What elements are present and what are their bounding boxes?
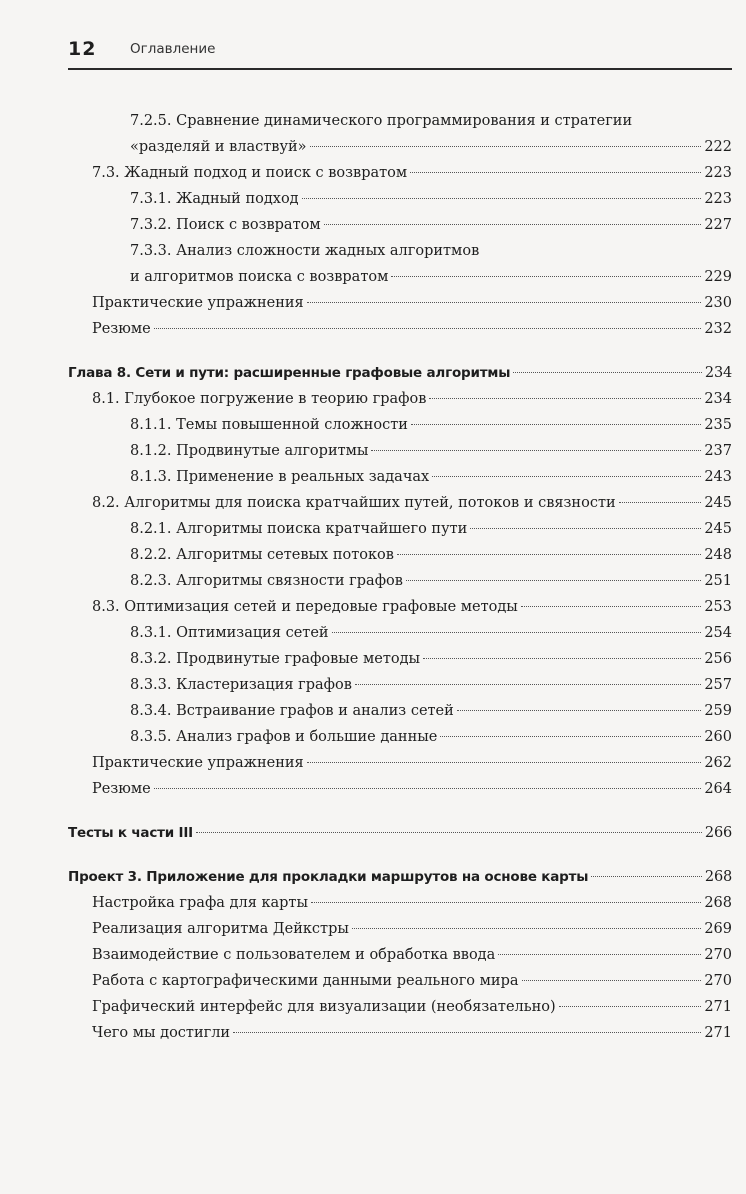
toc-entry-page: 268 bbox=[704, 869, 732, 885]
toc-entry-title: 8.3. Оптимизация сетей и передовые графовые методы bbox=[92, 599, 518, 615]
dot-leader bbox=[311, 902, 701, 903]
toc-entry[interactable] bbox=[68, 698, 732, 724]
toc-entry-title: 8.2.2. Алгоритмы сетевых потоков bbox=[130, 547, 394, 563]
dot-leader bbox=[310, 146, 702, 147]
toc-entry[interactable] bbox=[68, 212, 732, 238]
toc-entry[interactable] bbox=[68, 594, 732, 620]
toc-entry-page: 266 bbox=[704, 825, 732, 841]
toc-entry-title: 8.1.2. Продвинутые алгоритмы bbox=[130, 443, 369, 459]
toc-entry[interactable] bbox=[68, 568, 732, 594]
toc-entry-title: Взаимодействие с пользователем и обработка ввода bbox=[92, 947, 496, 963]
dot-leader bbox=[521, 606, 701, 607]
toc-entry[interactable] bbox=[68, 942, 732, 968]
toc-entry-page: 245 bbox=[704, 521, 732, 537]
toc-entry-title: Глава 8. Сети и пути: расширенные графовые алгоритмы bbox=[68, 365, 511, 381]
toc-entry[interactable] bbox=[68, 290, 732, 316]
dot-leader bbox=[619, 502, 702, 503]
toc-entry-page: 248 bbox=[704, 547, 732, 563]
toc-chapter-entry[interactable] bbox=[68, 360, 732, 386]
toc-entry-title: Настройка графа для карты bbox=[92, 895, 308, 911]
toc-entry-title: 8.1.1. Темы повышенной сложности bbox=[130, 417, 408, 433]
toc-entry-title: Практические упражнения bbox=[92, 295, 304, 311]
toc-entry-page: 237 bbox=[704, 443, 732, 459]
toc-entry-title: Работа с картографическими данными реального мира bbox=[92, 973, 519, 989]
toc-entry-title: Резюме bbox=[92, 321, 151, 337]
dot-leader bbox=[302, 198, 702, 199]
toc-entry-page: 222 bbox=[704, 139, 732, 155]
toc-entry[interactable] bbox=[68, 160, 732, 186]
toc-entry-page: 254 bbox=[704, 625, 732, 641]
toc-entry-title: 8.3.3. Кластеризация графов bbox=[130, 677, 352, 693]
toc-entry[interactable] bbox=[68, 490, 732, 516]
dot-leader bbox=[432, 476, 701, 477]
toc-entry[interactable] bbox=[68, 890, 732, 916]
toc-entry-title: «разделяй и властвуй» bbox=[130, 139, 307, 155]
dot-leader bbox=[371, 450, 701, 451]
toc-entry[interactable] bbox=[68, 412, 732, 438]
dot-leader bbox=[513, 372, 702, 373]
toc-entry[interactable] bbox=[68, 108, 732, 160]
toc-entry[interactable] bbox=[68, 238, 732, 290]
toc-entry-title: 8.3.4. Встраивание графов и анализ сетей bbox=[130, 703, 454, 719]
dot-leader bbox=[410, 172, 701, 173]
toc-entry-page: 232 bbox=[704, 321, 732, 337]
toc-entry-title: Чего мы достигли bbox=[92, 1025, 231, 1041]
dot-leader bbox=[440, 736, 701, 737]
toc-entry-title: Тесты к части III bbox=[68, 825, 193, 841]
dot-leader bbox=[332, 632, 702, 633]
toc-entry-title: 7.3.1. Жадный подход bbox=[130, 191, 299, 207]
toc-entry[interactable] bbox=[68, 438, 732, 464]
toc-entry-title: 8.3.2. Продвинутые графовые методы bbox=[130, 651, 421, 667]
running-title: Оглавление bbox=[130, 41, 216, 57]
toc-chapter-entry[interactable] bbox=[68, 864, 732, 890]
toc-entry-page: 253 bbox=[704, 599, 732, 615]
page-header bbox=[68, 38, 732, 70]
dot-leader bbox=[324, 224, 702, 225]
toc-entry[interactable] bbox=[68, 968, 732, 994]
toc-entry-title: Проект 3. Приложение для прокладки маршрутов на основе карты bbox=[68, 869, 589, 885]
toc-entry-page: 268 bbox=[704, 895, 732, 911]
table-of-contents bbox=[68, 108, 732, 1046]
toc-entry[interactable] bbox=[68, 464, 732, 490]
toc-entry-title: 8.2.1. Алгоритмы поиска кратчайшего пути bbox=[130, 521, 468, 537]
toc-entry-title: и алгоритмов поиска с возвратом bbox=[130, 269, 389, 285]
toc-entry-title: 8.3.5. Анализ графов и большие данные bbox=[130, 729, 438, 745]
toc-entry[interactable] bbox=[68, 1020, 732, 1046]
toc-entry-page: 227 bbox=[704, 217, 732, 233]
toc-entry[interactable] bbox=[68, 316, 732, 342]
dot-leader bbox=[591, 876, 702, 877]
toc-entry-page: 243 bbox=[704, 469, 732, 485]
toc-entry-page: 245 bbox=[704, 495, 732, 511]
toc-entry-title: 8.1. Глубокое погружение в теорию графов bbox=[92, 391, 427, 407]
toc-entry-page: 235 bbox=[704, 417, 732, 433]
dot-leader bbox=[522, 980, 702, 981]
toc-entry-page: 251 bbox=[704, 573, 732, 589]
toc-entry-title: 8.3.1. Оптимизация сетей bbox=[130, 625, 329, 641]
dot-leader bbox=[196, 832, 702, 833]
toc-entry-title: 7.3.2. Поиск с возвратом bbox=[130, 217, 321, 233]
toc-entry[interactable] bbox=[68, 646, 732, 672]
toc-entry-page: 229 bbox=[704, 269, 732, 285]
dot-leader bbox=[423, 658, 701, 659]
toc-entry[interactable] bbox=[68, 620, 732, 646]
dot-leader bbox=[154, 788, 702, 789]
toc-entry-page: 269 bbox=[704, 921, 732, 937]
toc-entry-page: 271 bbox=[704, 1025, 732, 1041]
dot-leader bbox=[406, 580, 701, 581]
toc-entry-page: 259 bbox=[704, 703, 732, 719]
dot-leader bbox=[470, 528, 701, 529]
toc-entry-title-line1: 7.2.5. Сравнение динамического программирования и стратегии bbox=[130, 113, 633, 129]
dot-leader bbox=[391, 276, 701, 277]
toc-entry-page: 270 bbox=[704, 947, 732, 963]
toc-entry-page: 230 bbox=[704, 295, 732, 311]
toc-entry-page: 264 bbox=[704, 781, 732, 797]
toc-entry-page: 262 bbox=[704, 755, 732, 771]
dot-leader bbox=[355, 684, 701, 685]
dot-leader bbox=[457, 710, 702, 711]
dot-leader bbox=[397, 554, 701, 555]
toc-entry[interactable] bbox=[68, 672, 732, 698]
toc-entry[interactable] bbox=[68, 750, 732, 776]
toc-entry-page: 257 bbox=[704, 677, 732, 693]
toc-entry-title: 7.3. Жадный подход и поиск с возвратом bbox=[92, 165, 408, 181]
toc-entry[interactable] bbox=[68, 516, 732, 542]
toc-entry-title: Графический интерфейс для визуализации (необязательно) bbox=[92, 999, 556, 1015]
toc-entry-title-line1: 7.3.3. Анализ сложности жадных алгоритмов bbox=[130, 243, 480, 259]
toc-entry-page: 271 bbox=[704, 999, 732, 1015]
toc-entry[interactable] bbox=[68, 542, 732, 568]
dot-leader bbox=[498, 954, 701, 955]
toc-entry-title: Реализация алгоритма Дейкстры bbox=[92, 921, 349, 937]
toc-entry-page: 234 bbox=[704, 391, 732, 407]
dot-leader bbox=[154, 328, 702, 329]
toc-entry[interactable] bbox=[68, 776, 732, 802]
dot-leader bbox=[429, 398, 701, 399]
toc-entry-title: Резюме bbox=[92, 781, 151, 797]
dot-leader bbox=[233, 1032, 701, 1033]
toc-entry-title: 8.2.3. Алгоритмы связности графов bbox=[130, 573, 403, 589]
toc-entry-page: 260 bbox=[704, 729, 732, 745]
toc-entry[interactable] bbox=[68, 386, 732, 412]
toc-entry-page: 223 bbox=[704, 165, 732, 181]
dot-leader bbox=[307, 302, 702, 303]
dot-leader bbox=[559, 1006, 702, 1007]
toc-entry-page: 234 bbox=[704, 365, 732, 381]
toc-entry[interactable] bbox=[68, 724, 732, 750]
toc-entry-page: 270 bbox=[704, 973, 732, 989]
toc-entry-title: Практические упражнения bbox=[92, 755, 304, 771]
toc-entry[interactable] bbox=[68, 994, 732, 1020]
toc-entry-page: 223 bbox=[704, 191, 732, 207]
toc-entry[interactable] bbox=[68, 916, 732, 942]
toc-entry-page: 256 bbox=[704, 651, 732, 667]
toc-entry[interactable] bbox=[68, 186, 732, 212]
dot-leader bbox=[411, 424, 701, 425]
dot-leader bbox=[352, 928, 701, 929]
dot-leader bbox=[307, 762, 702, 763]
toc-entry-title: 8.1.3. Применение в реальных задачах bbox=[130, 469, 430, 485]
toc-chapter-entry[interactable] bbox=[68, 820, 732, 846]
page-number: 12 bbox=[68, 38, 97, 60]
toc-entry-title: 8.2. Алгоритмы для поиска кратчайших путей, потоков и связности bbox=[92, 495, 616, 511]
